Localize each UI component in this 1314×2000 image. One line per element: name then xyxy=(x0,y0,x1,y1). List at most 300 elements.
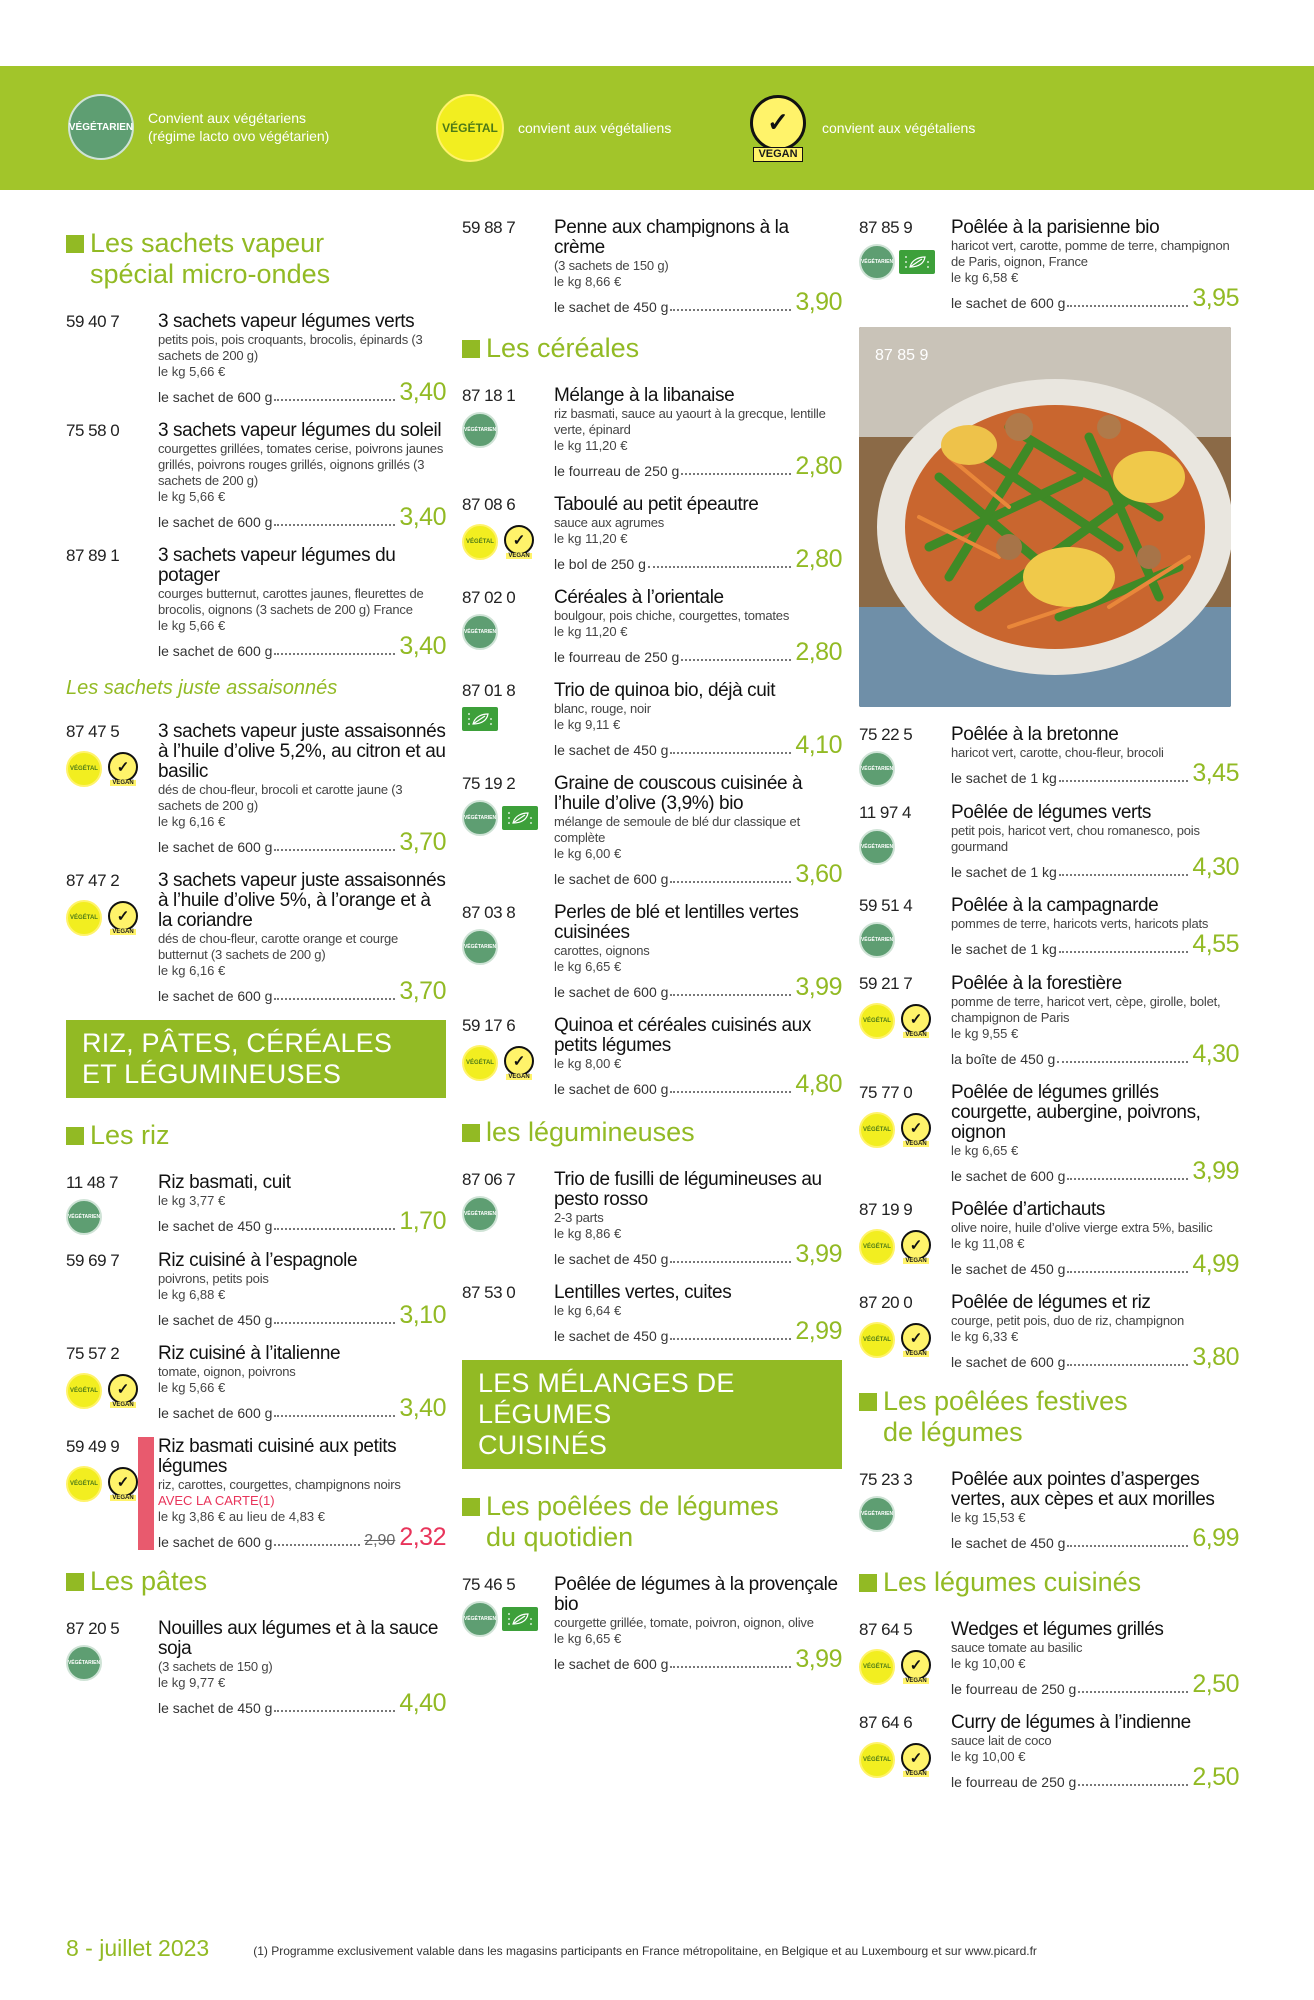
leader-dots xyxy=(1078,1691,1188,1693)
product-item[interactable] xyxy=(859,1200,1239,1277)
item-left xyxy=(859,218,951,311)
price-per-kg: le kg 9,77 € xyxy=(158,1675,226,1690)
vegan-badge-icon xyxy=(899,1319,933,1361)
item-body xyxy=(158,546,446,659)
product-name: Lentilles vertes, cuites xyxy=(554,1282,732,1303)
product-description: haricot vert, carotte, chou-fleur, brocoli xyxy=(951,745,1164,760)
price-value: 2,50 xyxy=(1192,1670,1239,1698)
subsection-assaisonnes: Les sachets juste assaisonnés xyxy=(66,677,338,699)
column-1 xyxy=(66,220,446,1732)
diet-badges xyxy=(859,922,951,958)
product-item[interactable] xyxy=(462,1170,842,1267)
price-per-kg: le kg 8,00 € xyxy=(554,1056,622,1071)
legend-vegetal-text: convient aux végétaliens xyxy=(518,120,672,136)
price-value: 4,30 xyxy=(1192,1040,1239,1068)
price-per-kg: le kg 6,33 € xyxy=(951,1329,1019,1344)
item-left xyxy=(462,774,554,887)
vegan-check-glyph: ✓ xyxy=(108,752,138,782)
item-left xyxy=(462,218,554,315)
product-name: Riz cuisiné à l’espagnole xyxy=(158,1250,358,1271)
product-item[interactable] xyxy=(462,1575,842,1672)
price-per-kg: le kg 6,58 € xyxy=(951,270,1019,285)
price-row xyxy=(951,855,1239,880)
diet-badges xyxy=(859,1739,951,1781)
product-item[interactable] xyxy=(859,1620,1239,1697)
vegetal-badge-icon xyxy=(859,1322,895,1358)
section-pates: Les pâtes xyxy=(66,1566,446,1597)
unit-label: le sachet de 600 g xyxy=(951,1168,1066,1184)
product-item[interactable] xyxy=(66,1251,446,1328)
diet-badges xyxy=(462,707,554,731)
leader-dots xyxy=(1067,305,1188,307)
price-value: 2,80 xyxy=(795,638,842,666)
product-name: Graine de couscous cuisinée à l’huile d’olive (3,9%) bio xyxy=(554,773,803,814)
price-value: 2,80 xyxy=(795,545,842,573)
leader-dots xyxy=(648,566,791,568)
product-code: 59 88 7 xyxy=(462,218,516,237)
diet-badges xyxy=(462,929,554,965)
leader-dots xyxy=(681,473,791,475)
unit-label: le sachet de 1 kg xyxy=(951,941,1057,957)
product-description: courgette grillée, tomate, poivron, oignon, olive xyxy=(554,1615,814,1630)
price-row xyxy=(158,634,446,659)
price-per-kg: le kg 5,66 € xyxy=(158,364,226,379)
product-description: blanc, rouge, noir xyxy=(554,701,651,716)
product-name: 3 sachets vapeur légumes du soleil xyxy=(158,420,442,441)
section-legumes-cuisines: Les légumes cuisinés xyxy=(859,1567,1239,1598)
product-description: carottes, oignons xyxy=(554,943,650,958)
product-item[interactable] xyxy=(859,1713,1239,1790)
product-name: 3 sachets vapeur légumes du potager xyxy=(158,545,396,586)
product-item[interactable] xyxy=(66,421,446,530)
product-name: Quinoa et céréales cuisinés aux petits légumes xyxy=(554,1015,811,1056)
leader-dots xyxy=(1059,874,1188,876)
section-riz: Les riz xyxy=(66,1120,446,1151)
price-row xyxy=(951,761,1239,786)
leader-dots xyxy=(1057,1061,1188,1063)
price-row xyxy=(951,1526,1239,1551)
product-description: olive noire, huile d’olive vierge extra 5%, basilic xyxy=(951,1220,1213,1235)
product-code: 75 58 0 xyxy=(66,421,120,440)
item-left xyxy=(859,1293,951,1370)
old-price: 2,90 xyxy=(364,1532,396,1549)
leader-dots xyxy=(274,653,395,655)
leader-dots xyxy=(274,1322,395,1324)
product-code: 87 06 7 xyxy=(462,1170,516,1189)
badge-label: VEGAN xyxy=(905,1678,927,1684)
page-number: 8 - juillet 2023 xyxy=(66,1935,210,1961)
leader-dots xyxy=(274,849,395,851)
item-left xyxy=(66,1344,158,1421)
product-item[interactable] xyxy=(859,725,1239,787)
unit-label: le sachet de 450 g xyxy=(158,1700,273,1716)
diet-badges xyxy=(66,1370,158,1412)
footnote: (1) Programme exclusivement valable dans les magasins participants en France métropolitaine, en Belgique et au Luxembourg et sur www.picard.fr xyxy=(253,1944,1037,1958)
product-item[interactable] xyxy=(66,1344,446,1421)
item-body xyxy=(158,1173,446,1235)
price-row xyxy=(951,1345,1239,1370)
item-body xyxy=(554,495,842,572)
product-item-promo[interactable] xyxy=(66,1437,446,1550)
item-body xyxy=(554,681,842,758)
product-code: 87 08 6 xyxy=(462,495,516,514)
diet-badges xyxy=(66,1645,158,1681)
leader-dots xyxy=(670,1666,791,1668)
unit-label: le sachet de 450 g xyxy=(554,1251,669,1267)
item-body xyxy=(951,218,1239,311)
product-description: riz basmati, sauce au yaourt à la grecque, lentille verte, épinard xyxy=(554,406,826,437)
price-per-kg: le kg 3,77 € xyxy=(158,1193,226,1208)
product-name: Wedges et légumes grillés xyxy=(951,1619,1164,1640)
product-name: Curry de légumes à l’indienne xyxy=(951,1712,1191,1733)
product-code: 87 02 0 xyxy=(462,588,516,607)
vegetal-badge-icon xyxy=(859,1003,895,1039)
unit-label: le sachet de 600 g xyxy=(554,1656,669,1672)
price-row xyxy=(951,1765,1239,1790)
item-body xyxy=(951,1713,1239,1790)
product-description: haricot vert, carotte, pomme de terre, champignon de Paris, oignon, France xyxy=(951,238,1230,269)
section-cereales: Les céréales xyxy=(462,333,842,364)
vegan-badge-icon xyxy=(899,1739,933,1781)
price-value: 2,50 xyxy=(1192,1763,1239,1791)
vegetarien-badge-icon xyxy=(462,800,498,836)
unit-label: le sachet de 600 g xyxy=(158,389,273,405)
product-code: 87 18 1 xyxy=(462,386,516,405)
vegan-badge-icon xyxy=(502,1042,536,1084)
unit-label: le fourreau de 250 g xyxy=(951,1681,1077,1697)
product-code: 75 46 5 xyxy=(462,1575,516,1594)
price-value: 3,95 xyxy=(1192,284,1239,312)
vegetarien-badge-icon xyxy=(462,412,498,448)
price-row xyxy=(158,1303,446,1328)
price-value: 3,99 xyxy=(795,1240,842,1268)
badge-label: VÉGÉTAL xyxy=(70,1481,98,1487)
product-item[interactable] xyxy=(66,722,446,855)
price-per-kg: le kg 11,20 € xyxy=(554,531,628,546)
product-item[interactable] xyxy=(462,903,842,1000)
product-item[interactable] xyxy=(462,386,842,479)
unit-label: le sachet de 450 g xyxy=(951,1261,1066,1277)
product-name: Poêlée de légumes et riz xyxy=(951,1292,1151,1313)
unit-label: le sachet de 600 g xyxy=(158,988,273,1004)
vegetarien-icon: VÉGÉTARIEN xyxy=(68,94,134,160)
price-row xyxy=(554,1319,842,1344)
product-code: 59 69 7 xyxy=(66,1251,120,1270)
product-description: pomme de terre, haricot vert, cèpe, girolle, bolet, champignon de Paris xyxy=(951,994,1221,1025)
item-body xyxy=(554,903,842,1000)
diet-badges xyxy=(859,1646,951,1688)
leader-dots xyxy=(1067,1271,1188,1273)
product-item[interactable] xyxy=(859,218,1239,311)
vegan-icon: ✓ VEGAN xyxy=(748,92,808,164)
item-body xyxy=(951,974,1239,1067)
unit-label: le sachet de 600 g xyxy=(158,514,273,530)
leader-dots xyxy=(670,309,791,311)
product-description: (3 sachets de 150 g) xyxy=(554,258,669,273)
product-code: 75 57 2 xyxy=(66,1344,120,1363)
badge-label: VÉGÉTAL xyxy=(863,1757,891,1763)
product-description: (3 sachets de 150 g) xyxy=(158,1659,273,1674)
diet-badges xyxy=(66,897,158,939)
vegan-badge-icon xyxy=(106,1463,140,1505)
vegetarien-badge-icon xyxy=(66,1645,102,1681)
section-band-melanges: LES MÉLANGES DE LÉGUMES CUISINÉS xyxy=(462,1360,842,1469)
section-sachets-vapeur: Les sachets vapeur spécial micro-ondes xyxy=(66,228,446,290)
product-item[interactable] xyxy=(859,1293,1239,1370)
product-description: petit pois, haricot vert, chou romanesco, pois gourmand xyxy=(951,823,1200,854)
diet-badges xyxy=(66,1199,158,1235)
product-description: 2-3 parts xyxy=(554,1210,604,1225)
vegan-badge-icon xyxy=(106,748,140,790)
product-item[interactable] xyxy=(859,803,1239,880)
item-left xyxy=(462,681,554,758)
product-code: 87 20 5 xyxy=(66,1619,120,1638)
price-value: 3,70 xyxy=(399,828,446,856)
legend-vegan-text: convient aux végétaliens xyxy=(822,120,976,136)
product-name: Poêlée de légumes grillés courgette, aubergine, poivrons, oignon xyxy=(951,1082,1201,1143)
vegan-check-glyph: ✓ xyxy=(108,901,138,931)
price-value: 3,45 xyxy=(1192,759,1239,787)
item-body xyxy=(554,1170,842,1267)
product-item[interactable] xyxy=(66,312,446,405)
badge-label: VÉGÉTAL xyxy=(863,1664,891,1670)
badge-label: VÉGÉTARIEN xyxy=(463,1211,497,1217)
product-description: sauce tomate au basilic xyxy=(951,1640,1083,1655)
badge-label: VÉGÉTARIEN xyxy=(463,427,497,433)
vegetarien-badge-icon xyxy=(66,1199,102,1235)
vegetarien-badge-icon xyxy=(859,751,895,787)
price-per-kg: le kg 15,53 € xyxy=(951,1510,1026,1525)
price-value: 3,99 xyxy=(1192,1157,1239,1185)
product-name: 3 sachets vapeur juste assaisonnés à l’huile d’olive 5,2%, au citron et au basilic xyxy=(158,721,446,782)
eu-organic-leaf-icon xyxy=(899,250,935,274)
price-row xyxy=(951,1672,1239,1697)
product-item[interactable] xyxy=(859,974,1239,1067)
product-item[interactable] xyxy=(462,1016,842,1097)
product-name: Nouilles aux légumes et à la sauce soja xyxy=(158,1618,439,1659)
badge-label: VÉGÉTARIEN xyxy=(463,815,497,821)
product-name: Poêlée d’artichauts xyxy=(951,1199,1106,1220)
price-row xyxy=(158,1396,446,1421)
badge-label: VÉGÉTARIEN xyxy=(860,937,894,943)
vegan-badge-icon xyxy=(502,521,536,563)
product-item[interactable] xyxy=(66,546,446,659)
leader-dots xyxy=(1067,1178,1188,1180)
unit-label: le sachet de 1 kg xyxy=(951,770,1057,786)
item-left xyxy=(462,1170,554,1267)
section-poelees-quotidien: Les poêlées de légumes du quotidien xyxy=(462,1491,842,1553)
vegetal-badge-icon xyxy=(859,1229,895,1265)
price-row xyxy=(554,1242,842,1267)
item-body xyxy=(951,1293,1239,1370)
product-description: dés de chou-fleur, carotte orange et courge butternut (3 sachets de 200 g) xyxy=(158,931,399,962)
product-item[interactable] xyxy=(859,1083,1239,1184)
badge-label: VÉGÉTARIEN xyxy=(463,629,497,635)
vegan-check-glyph: ✓ xyxy=(108,1467,138,1497)
product-item[interactable] xyxy=(66,1173,446,1235)
product-code: 87 03 8 xyxy=(462,903,516,922)
price-per-kg: le kg 5,66 € xyxy=(158,1380,226,1395)
unit-label: le sachet de 450 g xyxy=(554,742,669,758)
diet-badges xyxy=(859,1109,951,1151)
item-left xyxy=(859,974,951,1067)
price-row xyxy=(951,1042,1239,1067)
product-code: 11 97 4 xyxy=(859,803,911,822)
item-left xyxy=(462,1283,554,1344)
price-row xyxy=(554,733,842,758)
vegetarien-badge-icon xyxy=(859,244,895,280)
product-name: Mélange à la libanaise xyxy=(554,385,735,406)
item-body xyxy=(951,725,1239,787)
diet-badges xyxy=(462,1196,554,1232)
product-code: 59 21 7 xyxy=(859,974,913,993)
item-body xyxy=(158,421,446,530)
product-item[interactable] xyxy=(859,1470,1239,1551)
leader-dots xyxy=(1067,1545,1188,1547)
badge-label: VÉGÉTAL xyxy=(863,1244,891,1250)
price-row xyxy=(951,1159,1239,1184)
unit-label: le sachet de 600 g xyxy=(951,295,1066,311)
vegan-check-glyph: ✓ xyxy=(901,1113,931,1143)
product-item[interactable] xyxy=(462,1283,842,1344)
leader-dots xyxy=(670,994,791,996)
product-item[interactable] xyxy=(859,896,1239,958)
diet-badges xyxy=(859,1319,951,1361)
leader-dots xyxy=(1067,1364,1188,1366)
badge-label: VÉGÉTAL xyxy=(466,539,494,545)
vegan-badge-icon xyxy=(106,1370,140,1412)
leader-dots xyxy=(670,1261,791,1263)
product-item[interactable] xyxy=(462,774,842,887)
product-photo xyxy=(859,327,1231,707)
product-description: sauce lait de coco xyxy=(951,1733,1052,1748)
item-body xyxy=(554,588,842,665)
product-name: Poêlée à la campagnarde xyxy=(951,895,1159,916)
unit-label: le fourreau de 250 g xyxy=(554,649,680,665)
badge-label: VEGAN xyxy=(508,553,530,559)
diet-badges xyxy=(859,829,951,865)
vegetal-badge-icon xyxy=(859,1112,895,1148)
product-description: courge, petit pois, duo de riz, champignon xyxy=(951,1313,1184,1328)
product-name: Perles de blé et lentilles vertes cuisinées xyxy=(554,902,799,943)
price-value: 3,40 xyxy=(399,632,446,660)
legend-vegetal xyxy=(436,94,671,162)
item-body xyxy=(951,1083,1239,1184)
item-body xyxy=(158,1251,446,1328)
product-item[interactable] xyxy=(66,871,446,1004)
price-per-kg: le kg 6,16 € xyxy=(158,963,226,978)
legend-vegan xyxy=(748,92,975,164)
product-description: tomate, oignon, poivrons xyxy=(158,1364,296,1379)
item-left xyxy=(462,495,554,572)
item-left xyxy=(859,1083,951,1184)
price-per-kg: le kg 6,88 € xyxy=(158,1287,226,1302)
price-per-kg: le kg 10,00 € xyxy=(951,1656,1026,1671)
diet-badges xyxy=(462,1601,554,1637)
product-name: Trio de fusilli de légumineuses au pesto rosso xyxy=(554,1169,822,1210)
leader-dots xyxy=(670,1091,791,1093)
vegan-check-glyph: ✓ xyxy=(901,1323,931,1353)
diet-badges xyxy=(859,1496,951,1532)
product-name: 3 sachets vapeur légumes verts xyxy=(158,311,415,332)
product-item[interactable] xyxy=(462,495,842,572)
product-name: Trio de quinoa bio, déjà cuit xyxy=(554,680,776,701)
product-code: 11 48 7 xyxy=(66,1173,118,1192)
product-item[interactable] xyxy=(66,1619,446,1716)
unit-label: le sachet de 450 g xyxy=(554,1328,669,1344)
vegan-check-glyph: ✓ xyxy=(504,1046,534,1076)
diet-badges xyxy=(462,614,554,650)
product-name: Poêlée à la forestière xyxy=(951,973,1122,994)
vegetarien-badge-icon xyxy=(462,1601,498,1637)
product-item[interactable] xyxy=(462,681,842,758)
item-left xyxy=(66,421,158,530)
vegan-check-glyph: ✓ xyxy=(901,1743,931,1773)
product-code: 87 19 9 xyxy=(859,1200,913,1219)
price-value: 3,99 xyxy=(795,1645,842,1673)
legend-bar xyxy=(0,66,1314,190)
section-band-riz-pates: RIZ, PÂTES, CÉRÉALES ET LÉGUMINEUSES xyxy=(66,1020,446,1098)
item-body xyxy=(951,1620,1239,1697)
price-per-kg: le kg 11,20 € xyxy=(554,624,628,639)
vegetarien-badge-icon xyxy=(859,922,895,958)
product-name: Poêlée de légumes verts xyxy=(951,802,1151,823)
vegan-check-glyph: ✓ xyxy=(901,1004,931,1034)
product-code: 75 22 5 xyxy=(859,725,913,744)
item-body xyxy=(554,218,842,315)
item-left xyxy=(66,546,158,659)
price-per-kg: le kg 6,64 € xyxy=(554,1303,622,1318)
price-value: 3,40 xyxy=(399,503,446,531)
item-left xyxy=(462,588,554,665)
product-code: 87 47 5 xyxy=(66,722,120,741)
product-item[interactable] xyxy=(462,218,842,315)
unit-label: le sachet de 600 g xyxy=(158,1534,273,1550)
unit-label: la boîte de 450 g xyxy=(951,1051,1056,1067)
badge-label: VEGAN xyxy=(508,1074,530,1080)
price-row xyxy=(554,975,842,1000)
price-value: 4,80 xyxy=(795,1070,842,1098)
price-per-kg: le kg 10,00 € xyxy=(951,1749,1026,1764)
vegan-badge-icon xyxy=(899,1226,933,1268)
eu-organic-leaf-icon xyxy=(502,1607,538,1631)
price-row xyxy=(554,1072,842,1097)
price-value: 4,99 xyxy=(1192,1250,1239,1278)
poelee-parisienne-photo xyxy=(859,327,1231,707)
product-item[interactable] xyxy=(462,588,842,665)
vegan-badge-icon xyxy=(899,1109,933,1151)
vegetarien-badge-icon xyxy=(462,929,498,965)
item-left xyxy=(859,1200,951,1277)
price-value: 4,10 xyxy=(795,731,842,759)
product-code: 87 01 8 xyxy=(462,681,516,700)
product-code: 87 64 5 xyxy=(859,1620,913,1639)
price-value: 2,32 xyxy=(399,1523,446,1551)
badge-label: VEGAN xyxy=(112,780,134,786)
price-value: 4,40 xyxy=(399,1689,446,1717)
product-description: boulgour, pois chiche, courgettes, tomates xyxy=(554,608,790,623)
vegan-check-glyph: ✓ xyxy=(901,1650,931,1680)
column-3 xyxy=(859,218,1239,1806)
vegetal-badge-icon xyxy=(66,1466,102,1502)
price-value: 1,70 xyxy=(399,1207,446,1235)
section-legumineuses: les légumineuses xyxy=(462,1117,842,1148)
diet-badges xyxy=(859,751,951,787)
badge-label: VEGAN xyxy=(112,1495,134,1501)
unit-label: le sachet de 450 g xyxy=(951,1535,1066,1551)
item-body xyxy=(554,1283,842,1344)
badge-label: VEGAN xyxy=(112,1402,134,1408)
